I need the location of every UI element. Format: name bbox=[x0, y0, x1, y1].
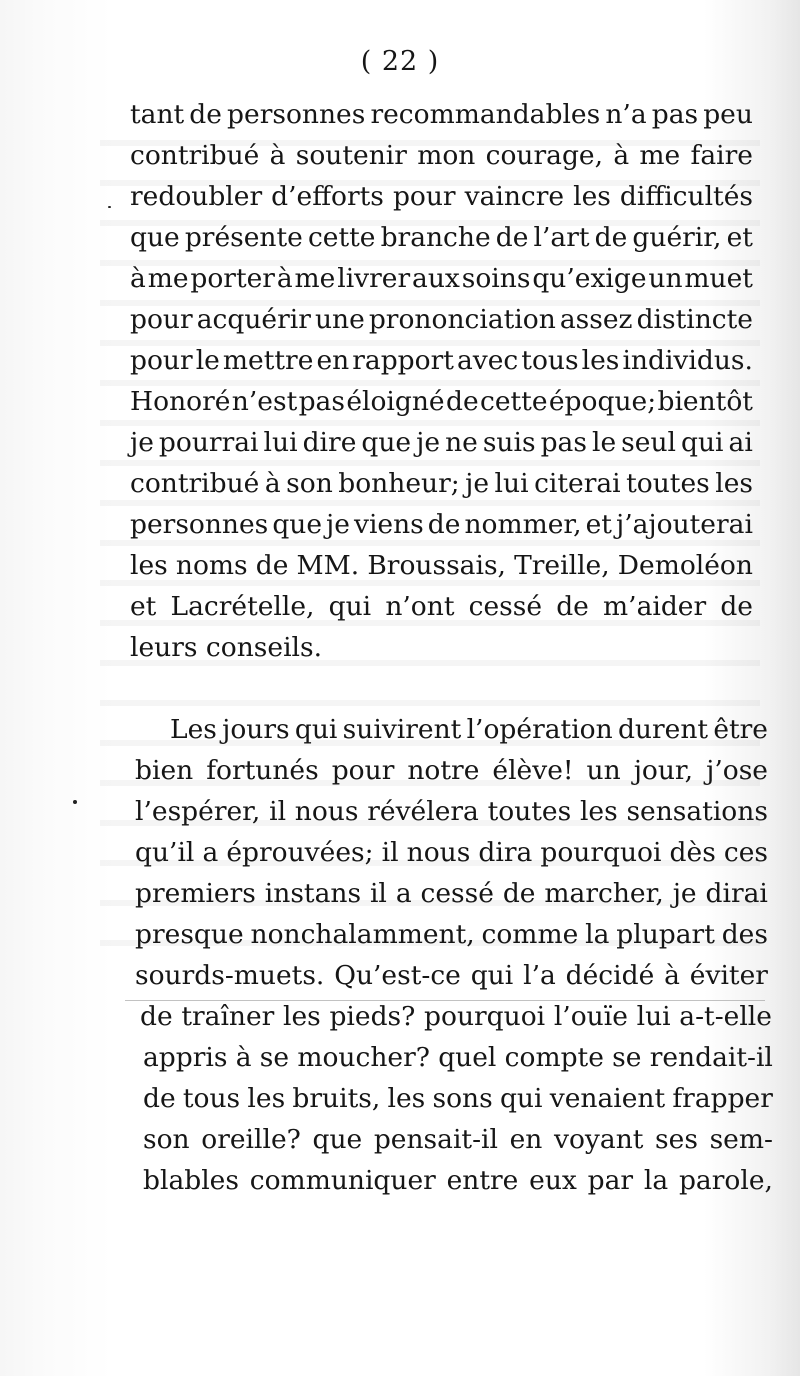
text-line: les noms de MM. Broussais, Treille, Demoléon bbox=[130, 550, 753, 581]
text-line: appris à se moucher? quel compte se rendait-il bbox=[143, 1042, 773, 1073]
ink-speck bbox=[108, 206, 111, 208]
text-line: pour acquérir une prononciation assez distincte bbox=[130, 304, 753, 335]
text-line: presque nonchalamment, comme la plupart des bbox=[135, 919, 768, 950]
ink-speck bbox=[73, 800, 77, 804]
text-line: pour le mettre en rapport avec tous les individus. bbox=[130, 345, 753, 376]
text-line: de traîner les pieds? pourquoi l’ouïe lui a-t-elle bbox=[140, 1001, 772, 1032]
text-line: à me porter à me livrer aux soins qu’exige un muet bbox=[130, 263, 753, 294]
text-line: de tous les bruits, les sons qui venaient frapper bbox=[143, 1083, 773, 1114]
text-line: premiers instans il a cessé de marcher, je dirai bbox=[135, 878, 768, 909]
text-line: je pourrai lui dire que je ne suis pas le seul qui ai bbox=[130, 427, 753, 458]
text-line: l’espérer, il nous révélera toutes les sensations bbox=[135, 796, 768, 827]
text-line: et Lacrételle, qui n’ont cessé de m’aider de bbox=[130, 591, 753, 622]
text-line: bien fortunés pour notre élève! un jour, j’ose bbox=[135, 755, 768, 786]
text-line: Honoré n’est pas éloigné de cette époque; bientôt bbox=[130, 386, 753, 417]
text-line: contribué à son bonheur; je lui citerai toutes les bbox=[130, 468, 753, 499]
text-line: que présente cette branche de l’art de guérir, et bbox=[130, 222, 753, 253]
text-line: blables communiquer entre eux par la parole, bbox=[143, 1165, 773, 1196]
text-line: personnes que je viens de nommer, et j’ajouterai bbox=[130, 509, 753, 540]
text-line: son oreille? que pensait-il en voyant ses sem- bbox=[143, 1124, 773, 1155]
text-line: redoubler d’efforts pour vaincre les difficultés bbox=[130, 181, 753, 212]
text-line: Les jours qui suivirent l’opération durent être bbox=[170, 714, 768, 745]
text-line: tant de personnes recommandables n’a pas peu bbox=[130, 99, 753, 130]
text-line: contribué à soutenir mon courage, à me faire bbox=[130, 140, 753, 171]
text-line: sourds-muets. Qu’est-ce qui l’a décidé à éviter bbox=[135, 960, 768, 991]
text-line: leurs conseils. bbox=[130, 632, 323, 663]
page-number: ( 22 ) bbox=[360, 46, 440, 77]
text-line: qu’il a éprouvées; il nous dira pourquoi dès ces bbox=[135, 837, 768, 868]
